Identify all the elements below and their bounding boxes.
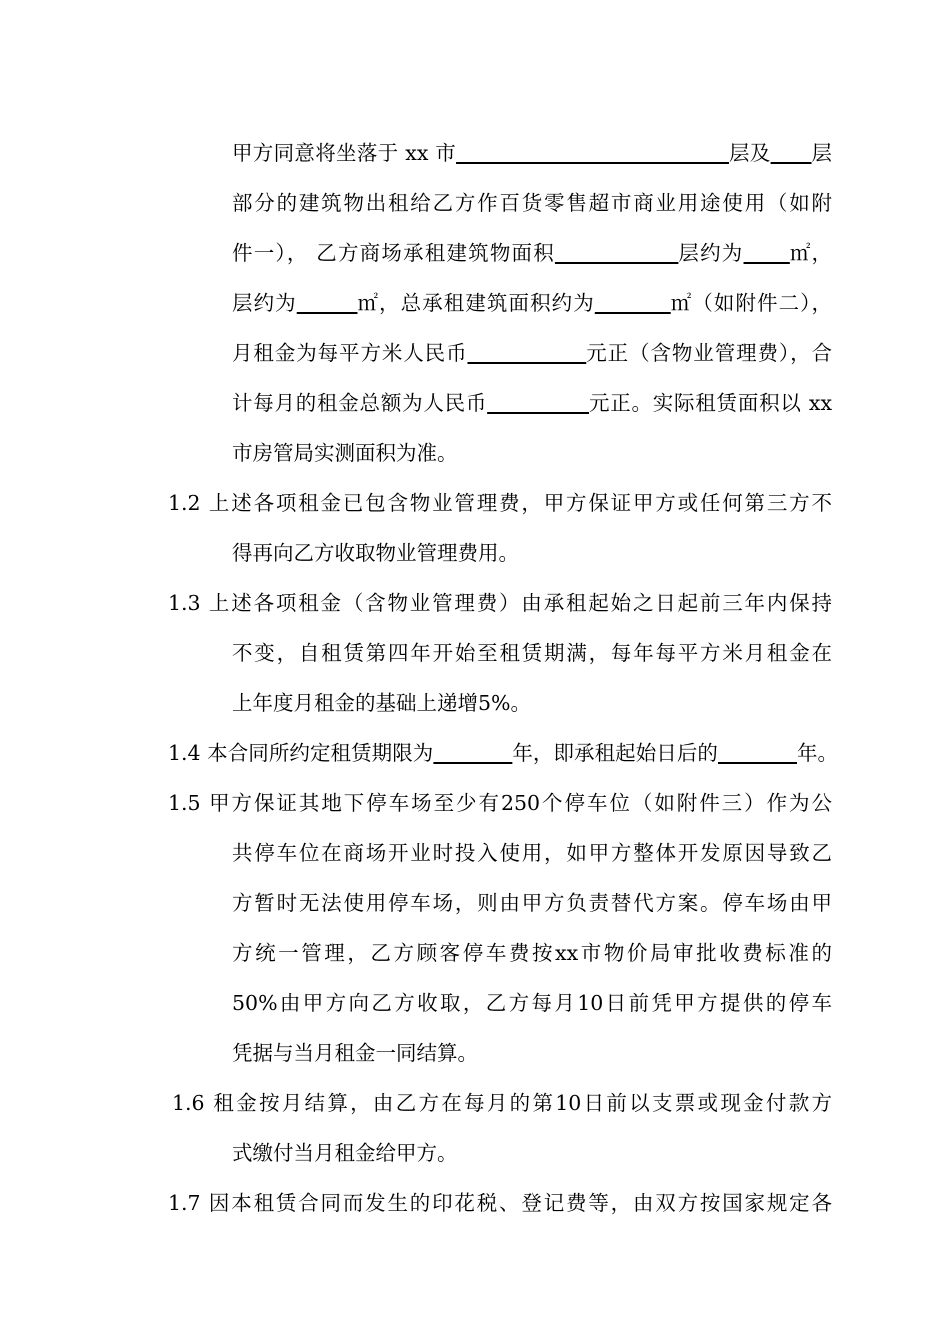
text-segment: 月租金为每平方米人民币 (232, 341, 468, 365)
blank-field[interactable] (487, 391, 589, 415)
text-segment: ㎡（如附件二）， (670, 291, 832, 315)
clause-1-5-line-5: 50%由甲方向乙方收取，乙方每月10日前凭甲方提供的停车 (232, 991, 832, 1015)
clause-1-2-line-1: 1.2 上述各项租金已包含物业管理费，甲方保证甲方或任何第三方不 (168, 491, 832, 515)
clause-1-3-line-2: 不变，自租赁第四年开始至租赁期满，每年每平方米月租金在 (232, 641, 832, 665)
clause-1-5-line-6: 凭据与当月租金一同结算。 (232, 1041, 478, 1065)
paragraph-1-line-2: 部分的建筑物出租给乙方作百货零售超市商业用途使用（如附 (232, 191, 832, 215)
text-segment: 1.4 本合同所约定租赁期限为 (168, 741, 434, 765)
text-segment: 市 (435, 141, 457, 165)
blank-field[interactable] (297, 291, 358, 315)
blank-field[interactable] (595, 291, 671, 315)
text-segment: 年。 (796, 741, 839, 765)
blank-field[interactable] (718, 741, 797, 765)
paragraph-1-line-5 (232, 333, 832, 373)
text-segment: ㎡， (789, 241, 833, 265)
clause-1-6-line-2: 式缴付当月租金给甲方。 (232, 1141, 458, 1165)
text-segment: 层及 (728, 141, 771, 165)
text-segment: 元正。实际租赁面积以 xx (589, 391, 832, 415)
text-segment: ㎡，总承租建筑面积约为 (357, 291, 595, 315)
text-segment: 层 (811, 141, 833, 165)
paragraph-1-line-7: 市房管局实测面积为准。 (232, 441, 458, 465)
paragraph-1-line-4 (232, 283, 832, 323)
blank-field[interactable] (771, 141, 812, 165)
text-segment: 元正（含物业管理费），合 (586, 341, 832, 365)
clause-1-6-line-1: 1.6 租金按月结算，由乙方在每月的第10日前以支票或现金付款方 (172, 1091, 832, 1115)
text-segment: xx (398, 141, 436, 165)
clause-1-2-line-2: 得再向乙方收取物业管理费用。 (232, 541, 519, 565)
text-segment: 层约为 (232, 291, 297, 315)
blank-field[interactable] (555, 241, 678, 265)
clause-1-5-line-3: 方暂时无法使用停车场，则由甲方负责替代方案。停车场由甲 (232, 891, 832, 915)
clause-1-5-line-1: 1.5 甲方保证其地下停车场至少有250个停车位（如附件三）作为公 (168, 791, 832, 815)
blank-field[interactable] (744, 241, 790, 265)
clause-1-3-line-3: 上年度月租金的基础上递增5%。 (232, 691, 532, 715)
paragraph-1-line-1 (232, 133, 832, 173)
blank-field[interactable] (433, 741, 512, 765)
text-segment: 层约为 (678, 241, 744, 265)
clause-1-3-line-1: 1.3 上述各项租金（含物业管理费）由承租起始之日起前三年内保持 (168, 591, 832, 615)
clause-1-7-line-1: 1.7 因本租赁合同而发生的印花税、登记费等，由双方按国家规定各 (168, 1191, 832, 1215)
blank-field[interactable] (467, 341, 586, 365)
text-segment: 件一）， 乙方商场承租建筑物面积 (232, 241, 555, 265)
paragraph-1-line-3 (232, 233, 832, 273)
clause-1-5-line-2: 共停车位在商场开业时投入使用，如甲方整体开发原因导致乙 (232, 841, 832, 865)
blank-field[interactable] (456, 141, 729, 165)
text-segment: 年，即承租起始日后的 (512, 741, 718, 765)
clause-1-5-line-4: 方统一管理，乙方顾客停车费按xx市物价局审批收费标准的 (232, 941, 832, 965)
text-segment: 甲方同意将坐落于 (232, 141, 399, 165)
text-segment: 计每月的租金总额为人民币 (232, 391, 488, 415)
paragraph-1-line-6 (232, 383, 832, 423)
clause-1-4-line-1 (168, 733, 838, 773)
